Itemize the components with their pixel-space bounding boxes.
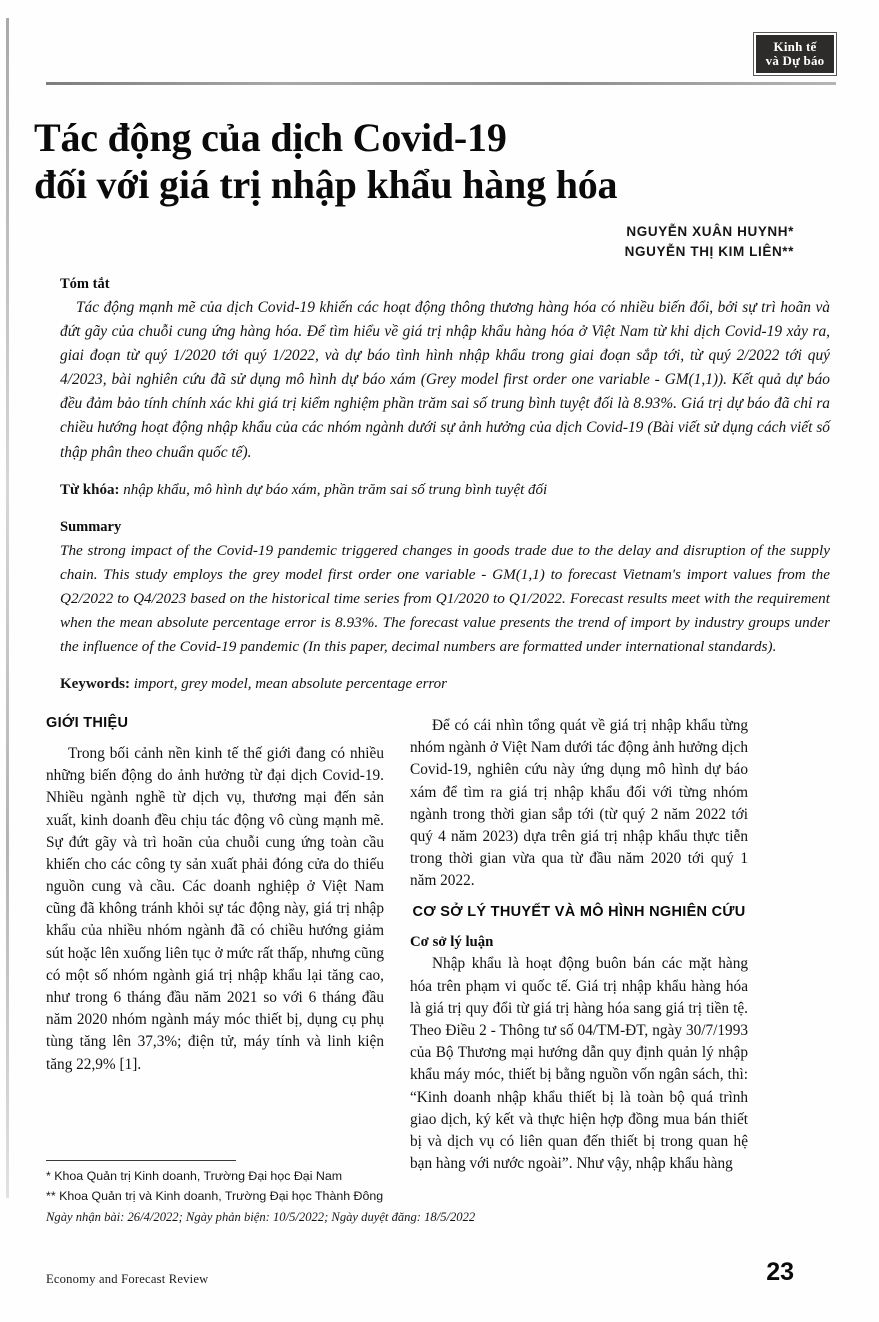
journal-logo-line2: và Dự báo [765, 53, 825, 68]
author-name-1: NGUYỄN XUÂN HUYNH* [626, 224, 794, 240]
keywords-vi [60, 479, 830, 502]
section-heading-introduction: GIỚI THIỆU [46, 715, 129, 732]
keywords-en-label: Keywords: [60, 675, 130, 692]
page-number: 23 [766, 1258, 794, 1286]
journal-logo-line1: Kinh tế [773, 39, 817, 55]
keywords-vi-value: nhập khẩu, mô hình dự báo xám, phần trăm sai số trung bình tuyệt đối [123, 481, 548, 498]
keywords-en [60, 673, 830, 696]
abstract-section [46, 276, 836, 696]
body-columns [46, 715, 836, 1177]
masthead-divider [46, 82, 836, 85]
footnote-block [46, 1166, 746, 1227]
intro-paragraph-continued: Để có cái nhìn tổng quát về giá trị nhập khẩu từng nhóm ngành ở Việt Nam dưới tác động ảnh hưởng dịch Covid-19, nghiên cứu này ứng dụng mô hình dự báo xám để tìm ra giá trị nhập khẩu đối với từng nhóm ngành trong thời gian sắp tới (từ quý 2 năm 2022 tới quý 4 năm 2023) dựa trên giá trị nhập khẩu thực tiễn trong thời gian vừa qua từ đầu năm 2020 tới quý 1 năm 2022. [410, 717, 748, 890]
subsection-heading-rationale: Cơ sở lý luận [410, 934, 494, 951]
footnote-dates: Ngày nhận bài: 26/4/2022; Ngày phản biện: 10/5/2022; Ngày duyệt đăng: 18/5/2022 [46, 1210, 476, 1225]
footnote-affiliation-2: ** Khoa Quản trị và Kinh doanh, Trường Đại học Thành Đông [46, 1189, 384, 1204]
intro-paragraph: Trong bối cảnh nền kinh tế thế giới đang có nhiều những biến động do ảnh hưởng từ đại dịch Covid-19. Nhiều ngành nghề từ dịch vụ, thương mại đến sản xuất, kinh doanh đều chịu tác động vô cùng mạnh mẽ. Sự đứt gãy và trì hoãn của chuỗi cung ứng toàn cầu khiến cho các công ty sản xuất phải đóng cửa do thiếu nguồn cung và cầu. Các doanh nghiệp ở Việt Nam cũng đã không tránh khỏi sự tác động này, giá trị nhập khẩu của nhiều nhóm ngành đã có chiều hướng giảm sút hoặc lên xuống liên tục ở mức rất thấp, nhưng cũng có một số nhóm ngành giá trị nhập khẩu lại tăng cao, như trong 6 tháng đầu năm 2021 so với 6 tháng đầu năm 2020 nhóm ngành máy móc thiết bị, dụng cụ phụ tùng tăng lên 37,3%; điện tử, máy tính và linh kiện tăng 22,9% [1]. [46, 745, 384, 1073]
keywords-en-value: import, grey model, mean absolute percentage error [133, 675, 448, 692]
keywords-vi-label: Từ khóa: [60, 481, 120, 498]
left-column [46, 715, 384, 1177]
author-name-2: NGUYỄN THỊ KIM LIÊN** [624, 243, 794, 259]
journal-name-footer: Economy and Forecast Review [46, 1272, 209, 1286]
article-title [34, 114, 836, 208]
abstract-label: Tóm tắt [60, 275, 110, 292]
footnote-divider [46, 1160, 236, 1161]
summary-label: Summary [60, 519, 122, 536]
page-footer [46, 1258, 836, 1287]
summary-section [60, 519, 830, 658]
article-title-line2: đối với giá trị nhập khẩu hàng hóa [34, 162, 618, 208]
summary-body: The strong impact of the Covid-19 pandemic triggered changes in goods trade due to the delay and disruption of the supply chain. This study employs the grey model first order one variable - GM(1,1) to forecast Vietnam's import values from the Q2/2022 to Q4/2023 based on the historical time series from Q1/2020 to Q1/2022. Forecast results meet with the requirement when the mean absolute percentage error is 8.93%. The forecast value presents the trend of import by industry groups under the influence of the Covid-19 pandemic (In this paper, decimal numbers are formatted under international standards). [60, 542, 830, 655]
journal-logo [754, 33, 836, 75]
right-column [410, 715, 748, 1177]
abstract-body: Tác động mạnh mẽ của dịch Covid-19 khiến các hoạt động thông thương hàng hóa có nhiều biến đổi, bởi sự trì hoãn và đứt gãy của chuỗi cung ứng hàng hóa. Để tìm hiểu về giá trị nhập khẩu hàng hóa ở Việt Nam từ khi dịch Covid-19 xảy ra, giai đoạn từ quý 1/2020 tới quý 1/2022, và dự báo tình hình nhập khẩu trong giai đoạn sắp tới, từ quý 2/2022 tới quý 4/2023, bài nghiên cứu đã sử dụng mô hình dự báo xám (Grey model first order one variable - GM(1,1)). Kết quả dự báo đều đảm bảo tính chính xác khi giá trị kiểm nghiệm phần trăm sai số trung bình tuyệt đối là 8.93%. Giá trị dự báo đã chỉ ra chiều hướng hoạt động nhập khẩu của các nhóm ngành dưới sự ảnh hưởng của dịch Covid-19 (Bài viết sử dụng cách viết số thập phân theo chuẩn quốc tế). [60, 298, 830, 461]
section-heading-theory: CƠ SỞ LÝ THUYẾT VÀ MÔ HÌNH NGHIÊN CỨU [412, 904, 746, 921]
author-list [46, 222, 836, 261]
footnote-affiliation-1: * Khoa Quản trị Kinh doanh, Trường Đại học Đại Nam [46, 1169, 343, 1183]
article-title-line1: Tác động của dịch Covid-19 [34, 115, 507, 160]
scan-edge-artifact [6, 18, 9, 1198]
rationale-paragraph: Nhập khẩu là hoạt động buôn bán các mặt hàng hóa trên phạm vi quốc tế. Giá trị nhập khẩu hàng hóa là giá trị quy đổi từ giá trị hàng hóa sang giá trị tiền tệ. Theo Điều 2 - Thông tư số 04/TM-ĐT, ngày 30/7/1993 của Bộ Thương mại hướng dẫn quy định quản lý nhập khẩu máy móc, thiết bị bằng nguồn vốn ngân sách, thì: “Kinh doanh nhập khẩu thiết bị là toàn bộ quá trình giao dịch, ký kết và thực hiện hợp đồng mua bán thiết bị và dịch vụ có liên quan đến thiết bị trong quan hệ bạn hàng với nước ngoài”. Như vậy, nhập khẩu hàng [410, 955, 748, 1173]
masthead [46, 0, 836, 92]
page-content [34, 0, 836, 1322]
